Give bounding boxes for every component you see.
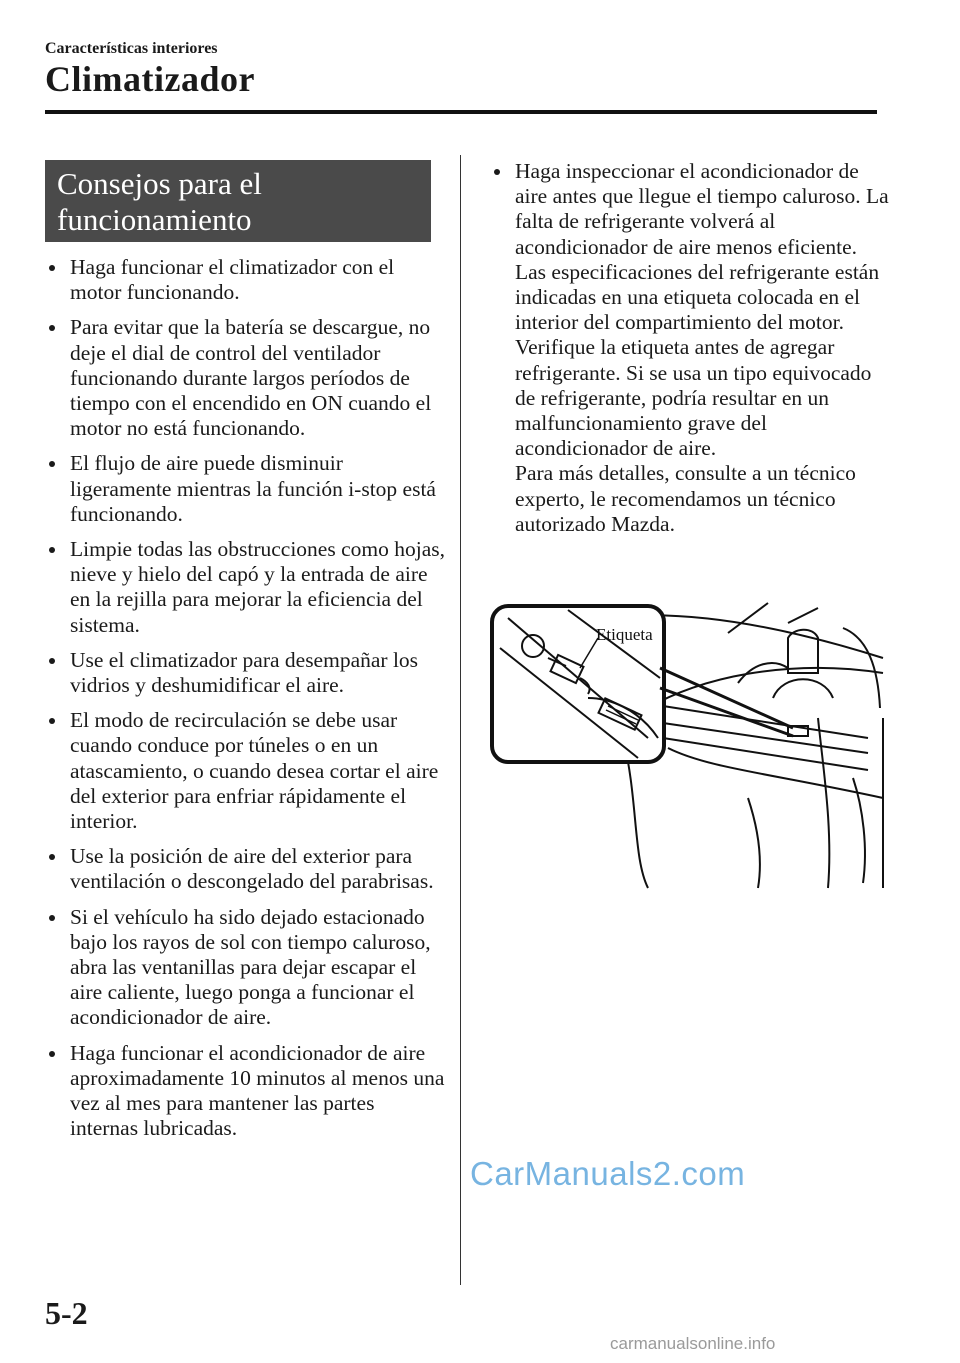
footer-watermark: carmanualsonline.info — [610, 1334, 776, 1353]
inspection-list — [490, 159, 890, 537]
section-heading-line1: Consejos para el — [57, 166, 262, 201]
list-item: Si el vehículo ha sido dejado estacionado bajo los rayos de sol con tiempo caluroso, abra las ventanillas para dejar escapar el aire caliente, luego ponga a funcionar el acondicionador de aire. — [45, 905, 445, 1031]
right-column — [490, 159, 890, 547]
column-divider — [460, 155, 461, 1285]
header-rule — [45, 110, 877, 114]
bullet-icon — [49, 265, 55, 271]
bullet-icon — [49, 854, 55, 860]
list-item: El modo de recirculación se debe usar cuando conduce por túneles o en un atascamiento, o cuando desea cortar el aire del exterior para enfriar rápidamente el interior. — [45, 708, 445, 834]
list-item: Use el climatizador para desempañar los vidrios y deshumidificar el aire. — [45, 648, 445, 698]
list-item: Haga funcionar el acondicionador de aire aproximadamente 10 minutos al menos una vez al mes para mantener las partes internas lubricadas. — [45, 1041, 445, 1142]
page-title: Climatizador — [45, 59, 255, 99]
bullet-icon — [49, 547, 55, 553]
engine-compartment-illustration — [488, 598, 888, 893]
tips-list — [45, 255, 445, 1142]
bullet-icon — [49, 658, 55, 664]
section-heading-line2: funcionamiento — [57, 202, 252, 237]
chapter-label: Características interiores — [45, 40, 218, 57]
bullet-icon — [49, 718, 55, 724]
list-item: Para evitar que la batería se descargue, no deje el dial de control del ventilador funcionando durante largos períodos de tiempo con el encendido en ON cuando el motor no está funcionando. — [45, 315, 445, 441]
bullet-icon — [494, 169, 500, 175]
list-item — [490, 159, 890, 537]
watermark-text: CarManuals2.com — [470, 1155, 746, 1192]
bullet-icon — [49, 325, 55, 331]
label-callout-text: Etiqueta — [596, 625, 653, 644]
list-item: Haga funcionar el climatizador con el motor funcionando. — [45, 255, 445, 305]
list-item: Use la posición de aire del exterior para ventilación o descongelado del parabrisas. — [45, 844, 445, 894]
technician-paragraph: Para más detalles, consulte a un técnico experto, le recomendamos un técnico autorizado Mazda. — [515, 461, 856, 536]
list-item: Limpie todas las obstrucciones como hojas, nieve y hielo del capó y la entrada de aire en la rejilla para mejorar la eficiencia del sistema. — [45, 537, 445, 638]
list-item: El flujo de aire puede disminuir ligeramente mientras la función i-stop está funcionando. — [45, 451, 445, 527]
bullet-icon — [49, 915, 55, 921]
bullet-icon — [49, 1051, 55, 1057]
refrigerant-paragraph: Las especificaciones del refrigerante están indicadas en una etiqueta colocada en el interior del compartimiento del motor. Verifique la etiqueta antes de agregar refrigerante. Si se usa un tipo equivocado de refrigerante, podría resultar en un malfuncionamiento grave del acondicionador de aire. — [515, 259, 880, 461]
left-column — [45, 255, 445, 1152]
bullet-icon — [49, 461, 55, 467]
inspection-paragraph: Haga inspeccionar el acondicionador de aire antes que llegue el tiempo caluroso. La falta de refrigerante volverá al acondicionador de aire menos eficiente. — [515, 159, 889, 259]
page-number: 5-2 — [45, 1295, 88, 1331]
section-heading — [45, 160, 431, 242]
